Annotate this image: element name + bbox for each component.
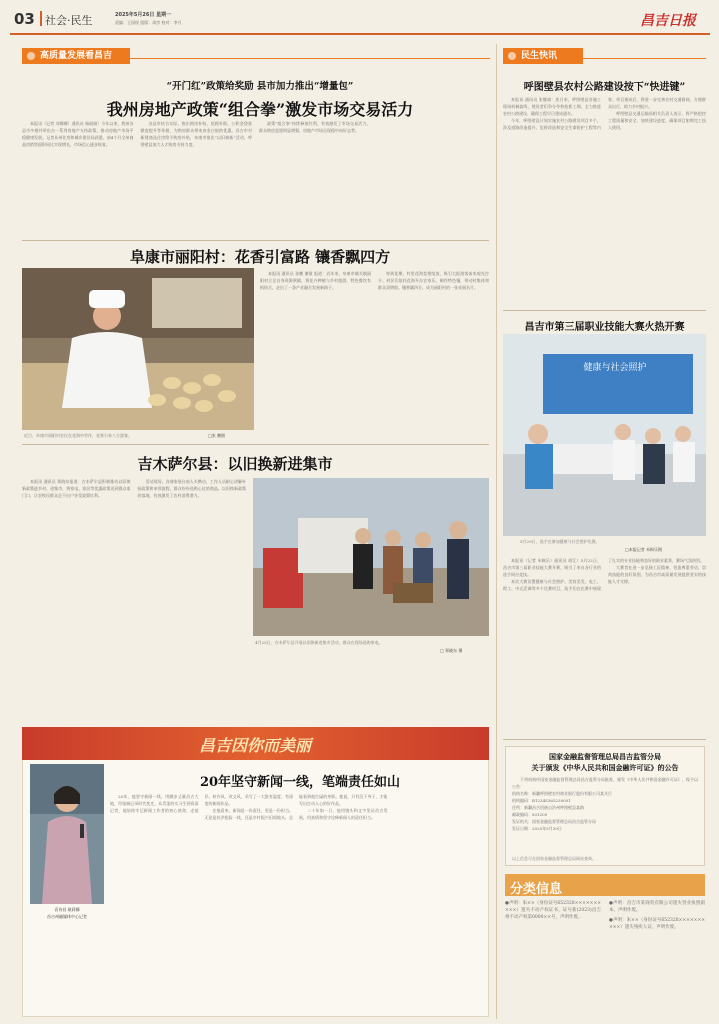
article-body: [503, 96, 706, 306]
classified-list: [505, 900, 705, 1015]
article-title: 阜康市丽阳村：花香引富路 镶香飘四方: [129, 248, 391, 266]
banner-rule-right: [583, 58, 706, 59]
banner-rule-left: [130, 58, 490, 59]
editors-line: 责编：王国权 组版：周彦 校对：李月: [115, 20, 182, 25]
paragraph: 每到花期，村里花海竞相绽放，吸引大批游客前来观光打卡。村民们依托花海开办农家乐、制作特色镶，带动村集体和群众双增收。镶香飘四方，成为丽阳村的一张亮丽名片。: [378, 271, 489, 290]
page-number: 03: [14, 10, 35, 28]
notice-line: 住所：新疆昌吉回族自治州呼图壁县某路: [512, 805, 584, 810]
classified-title: 分类信息: [510, 882, 563, 897]
paragraph: 在他看来，新闻是一份责任，更是一份担当。无论是抗洪抢险一线，还是乡村振兴田间地头，总能看到他忙碌的身影。他说，只有沉下身子，才能写出打动人心的好作品。: [204, 794, 388, 820]
paragraph: 政策“组合拳”持续释放红利，有效激发了市场交易活力，群众购房意愿明显增强，房地产市场呈现稳中向好态势。: [259, 121, 371, 133]
section-banner-left: 高质量发展看昌吉: [22, 48, 130, 64]
notice-title: 关于颁发《中华人民共和国金融许可证》的公告: [531, 763, 679, 772]
photo-caption: 5月29日，选手在参加健康与社会照护比赛。: [520, 539, 600, 544]
photo-sign: 健康与社会照护: [583, 363, 647, 373]
paragraph: 本报讯 通讯员 张鹏 谢尉 报道：近年来，阜康市城关镇丽阳村立足自身资源禀赋，将花卉种植与乡村旅游、特色餐饮有机结合，走出了一条产业融合发展新路子。: [260, 271, 371, 290]
photo-credit: □本报记者 米枫乐摄: [625, 547, 663, 552]
reporter-photo: [30, 764, 104, 904]
paragraph: 活动现场，各商家展台前人头攒动，工作人员耐心讲解补贴政策和申领流程，群众纷纷选购心仪的商品。以旧换新政策的落地，有效激发了农村消费潜力。: [137, 479, 246, 498]
column-divider: [496, 44, 497, 1019]
divider: [503, 739, 706, 740]
article-title: 我州房地产政策“组合拳”激发市场交易活力: [106, 100, 414, 119]
divider-bar: [40, 11, 42, 26]
photo-caption: 近日，阜康市丽阳村农民在花海中劳作，花香引来八方游客。: [24, 433, 132, 438]
masthead: [0, 0, 719, 34]
photo-credit: □ 郑晓东 摄: [440, 648, 463, 653]
article-body: [503, 557, 706, 735]
notice-line: 发证机关：国家金融监督管理总局昌吉监管分局: [512, 819, 596, 824]
feature-script-title: 昌吉因你而美丽: [198, 736, 311, 755]
notice-footer: 以上信息可在国家金融监督管理总局网站查询。: [512, 856, 596, 861]
paragraph: 今年，呼图壁县计划实施农村公路建设项目多个，涉及道路改造提升、危桥改造和安全生命防护工程等内容。项目建成后，将进一步完善农村交通路网，方便群众出行，助力乡村振兴。: [503, 97, 706, 130]
paragraph: 本报讯（记者 米枫乐）通讯员 胡江）5月22日，昌吉市第三届职业技能大赛开赛，吸引了来自各行业的选手同台竞技。: [503, 558, 601, 577]
paragraph: 本报讯（记者 刘娜娜）通讯员 杨丽娟）今年以来，我州各县市多措并举出台一系列房地产支持政策，推动房地产市场平稳健康发展。记者从州住房和城乡建设局获悉，前4个月全州商品房销售面积同比实现增长，市场信心逐步恢复。: [22, 121, 134, 147]
notice-line: 发证日期：2025年5月20日: [512, 826, 562, 831]
classified-item: ●声明：昌吉市某商贸有限公司遗失营业执照副本，声明作废。: [609, 901, 705, 913]
article-body-continued: [253, 660, 489, 718]
notice-line: 机构编码：B1234S365230001: [512, 798, 571, 803]
paragraph: 本次大赛设置健康与社会照护、美容美发、电工、焊工、中式烹调等多个比赛项目，选手们在比赛中展现了扎实的专业技能和良好的职业素养，赛场气氛热烈。: [503, 558, 704, 591]
article-body: [260, 270, 489, 442]
paragraph: 本报讯 通讯员 张继斌：连日来，呼图壁县各施工现场机械轰鸣，建设者们争分夺秒抢抓工期，全力推进农村公路建设，确保工程早日建成通车。: [503, 97, 601, 116]
reporter-title: 昌吉州融媒体中心记者: [47, 914, 87, 919]
notice-line: 邮政编码：831200: [512, 812, 548, 817]
section-name: 社会·民生: [45, 14, 93, 27]
notice-org: 国家金融监督管理总局昌吉监管分局: [549, 752, 661, 761]
article-title: 呼图壁县农村公路建设按下“快进键”: [523, 82, 686, 93]
divider: [22, 240, 489, 241]
divider: [22, 444, 489, 445]
photo-caption: 4月25日，吉木萨尔县开展以旧换新进集市活动，群众在现场选购家电。: [255, 640, 383, 645]
photo-credit: □张 鹏摄: [208, 433, 226, 438]
notice-line: 下列机构经国家金融监督管理总局昌吉监管分局批准，颁发《中华人民共和国金融许可证》，现予以公告：: [512, 777, 698, 789]
paragraph: 呼图壁县交通运输局相关负责人表示，将严格把控工程质量和安全，加快建设进度，确保项目如期完工投入使用。: [608, 111, 706, 130]
issue-date: 2025年5月26日 星期一: [115, 12, 172, 18]
paragraph: 各县市结合实际，推出购房补贴、契税补助、公积金贷款额度提升等举措，为购房群众带来真金白银的优惠。昌吉市对新建商品住房给予购房补贴，阜康市推出“以旧换新”活动，呼图壁县加大人才购房支持力度。: [140, 121, 252, 147]
article-kicker: “开门红”政策给奖励 县市加力推出“增量包”: [166, 81, 354, 92]
chef-photo: [22, 268, 254, 430]
reporter-name: 袁诗昌 耿莉娜: [54, 907, 80, 912]
paragraph: 大赛旨在进一步弘扬工匠精神，营造尊重劳动、崇尚技能的良好氛围，为昌吉市高质量发展提供坚实的技能人才支撑。: [608, 565, 706, 584]
feature-body: [110, 793, 482, 1013]
feature-title: 20年坚守新闻一线，笔端责任如山: [199, 775, 401, 790]
classified-item: ●声明：朱××（身份证号652328××××××××××）遗失不动产权证书，证号新(2023)昌吉州不动产权第0000××号，声明作废。: [505, 901, 601, 920]
notice-line: 机构名称：新疆呼图壁农村商业银行股份有限公司某支行: [512, 791, 612, 796]
notice-body: [512, 776, 698, 852]
article-body: [22, 478, 246, 718]
masthead-rule: [10, 33, 710, 35]
article-title: 吉木萨尔县：以旧换新进集市: [137, 455, 333, 473]
section-banner-right: 民生快讯: [503, 48, 583, 64]
newspaper-logo: 昌吉日报: [640, 13, 696, 29]
article-title: 昌吉市第三届职业技能大赛火热开赛: [524, 322, 685, 333]
paragraph: 二十年如一日，他用镜头和文字见证昌吉发展，用真情和坚守诠释新闻人的责任担当。: [299, 808, 388, 820]
feature-body-left: [28, 925, 104, 1013]
divider: [503, 310, 706, 311]
article-body: [22, 120, 489, 236]
paragraph: 20年，他坚守新闻一线，用脚步丈量昌吉大地，用笔端记录时代变迁。从青涩的实习生到资深记者，他始终牢记新闻工作者的初心使命，走基层、转作风、改文风，采写了一大批有温度、有深度的新闻作品。: [110, 794, 293, 813]
market-photo: [253, 478, 489, 636]
classified-item: ●声明：朱××（身份证号652328××××××××××）遗失残疾人证，声明作废。: [609, 918, 705, 930]
paragraph: 本报讯 通讯员 郑晓东报道：吉木萨尔县积极推动以旧换新政策进乡村、进集市，将家电、家居等优惠政策送到群众家门口，让农牧民群众足不出户享受政策红利。: [22, 479, 131, 498]
